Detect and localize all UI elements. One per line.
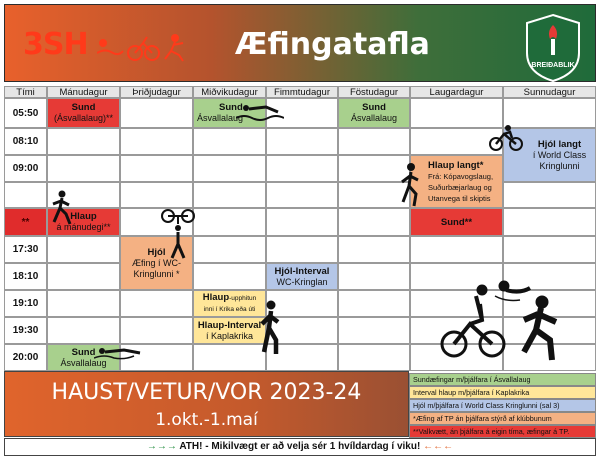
cyclist-carrying-bike-icon xyxy=(160,206,196,260)
event-mon-swim-morning[interactable] xyxy=(47,98,120,128)
event-wed-run-interval[interactable] xyxy=(193,317,266,344)
column-header-wednesday: Miðvikudagur xyxy=(193,86,266,98)
runner-icon xyxy=(50,190,72,226)
event-title: Hjól xyxy=(147,246,166,258)
event-title: Sund xyxy=(71,102,96,113)
event-location: Ásvallalaug xyxy=(60,357,107,368)
grid-cell xyxy=(193,344,266,371)
column-header-tuesday: Þriðjudagur xyxy=(120,86,193,98)
grid-cell xyxy=(266,155,338,182)
event-title: Sund xyxy=(362,102,386,113)
event-title-suffix: -upphitun xyxy=(229,295,257,302)
grid-cell xyxy=(193,128,266,155)
brand-logo: 3SH xyxy=(23,27,88,62)
event-location: WC-Kringlan xyxy=(276,276,328,287)
event-location: Suðurbæjarlaug og xyxy=(428,182,492,192)
event-title: Hlaup langt* xyxy=(428,159,484,171)
grid-cell xyxy=(47,128,120,155)
grid-cell xyxy=(120,155,193,182)
arrows-right-icon: →→→ xyxy=(146,441,177,452)
grid-cell xyxy=(266,208,338,236)
time-1910: 19:10 xyxy=(4,290,47,317)
event-thu-bike-interval[interactable] xyxy=(266,263,338,290)
column-header-saturday: Laugardagur xyxy=(410,86,503,98)
event-title: Hjól-Interval xyxy=(274,265,330,277)
column-header-time: Tími xyxy=(4,86,47,98)
svg-text:BREIÐABLIK: BREIÐABLIK xyxy=(531,62,575,69)
event-fri-swim-morning[interactable] xyxy=(338,98,410,128)
grid-cell xyxy=(338,236,410,263)
runner-icon xyxy=(400,162,420,208)
swimmer-icon xyxy=(236,100,284,124)
grid-cell xyxy=(338,344,410,371)
grid-cell xyxy=(120,317,193,344)
grid-cell xyxy=(193,182,266,208)
time-1730: 17:30 xyxy=(4,236,47,263)
event-title: Hlaup xyxy=(202,292,230,303)
time-1930: 19:30 xyxy=(4,317,47,344)
season-title: HAUST/VETUR/VOR 2023-24 xyxy=(51,380,362,405)
grid-cell xyxy=(120,290,193,317)
grid-cell xyxy=(338,128,410,155)
club-logo xyxy=(523,13,583,83)
time-0900: 09:00 xyxy=(4,155,47,182)
time-2000: 20:00 xyxy=(4,344,47,371)
event-location: Æfing í WC- xyxy=(131,257,181,268)
legend-run-interval: Interval hlaup m/þjálfara í Kaplakrika xyxy=(409,386,596,399)
event-sat-long-run[interactable] xyxy=(410,155,503,208)
event-sat-swim-optional[interactable] xyxy=(410,208,503,236)
cyclist-icon xyxy=(488,124,524,152)
grid-cell xyxy=(193,263,266,290)
notice-text: ATH! - Mikilvægt er að velja sér 1 hvíldardag í viku! xyxy=(179,441,421,452)
arrows-left-icon: ←←← xyxy=(423,441,454,452)
grid-cell xyxy=(193,208,266,236)
event-title: Sund** xyxy=(440,216,473,228)
grid-cell xyxy=(266,182,338,208)
event-title: Sund xyxy=(219,102,243,113)
triathlon-icons xyxy=(97,33,192,63)
time-blank xyxy=(4,182,47,208)
event-location: Kringlunni * xyxy=(133,268,180,279)
event-location: inni í Krika eða úti xyxy=(203,306,256,313)
runner-icon xyxy=(258,300,282,356)
event-location: Utanvega til skiptis xyxy=(428,193,491,203)
grid-cell xyxy=(410,236,503,263)
grid-cell xyxy=(47,155,120,182)
legend-optional: **Valkvætt, án þjálfara á eigin tíma, æfingar á TP. xyxy=(409,425,596,438)
event-title: Hlaup xyxy=(70,211,97,222)
grid-cell xyxy=(47,263,120,290)
column-header-thursday: Fimmtudagur xyxy=(266,86,338,98)
time-1810: 18:10 xyxy=(4,263,47,290)
event-title-line xyxy=(203,292,257,304)
grid-cell xyxy=(503,236,596,263)
event-location: Kringlunni xyxy=(539,160,580,171)
column-header-friday: Föstudagur xyxy=(338,86,410,98)
grid-cell xyxy=(120,98,193,128)
event-location: Frá: Kópavogslaug, xyxy=(428,171,494,181)
event-title: Sund xyxy=(71,346,96,358)
event-title: Hjól langt xyxy=(537,138,582,150)
grid-cell xyxy=(338,263,410,290)
grid-cell xyxy=(338,290,410,317)
page-title: Æfingatafla xyxy=(235,27,430,62)
grid-cell xyxy=(503,182,596,208)
grid-cell xyxy=(120,182,193,208)
event-title: Hlaup-Interval xyxy=(197,319,262,331)
grid-cell xyxy=(338,208,410,236)
legend-tp-no-coach: *Æfing af TP án þjálfara stýrð af klúbbunum xyxy=(409,412,596,425)
time-0550: 05:50 xyxy=(4,98,47,128)
grid-cell xyxy=(338,317,410,344)
grid-cell xyxy=(47,317,120,344)
grid-cell xyxy=(120,128,193,155)
grid-cell xyxy=(266,128,338,155)
event-wed-warmup-run[interactable] xyxy=(193,290,266,317)
legend-swim: Sundæfingar m/þjálfara í Ásvallalaug xyxy=(409,373,596,386)
grid-cell xyxy=(47,236,120,263)
time-optional: ** xyxy=(4,208,47,236)
triathlon-illustration xyxy=(440,280,570,362)
time-0810: 08:10 xyxy=(4,128,47,155)
header-banner xyxy=(4,4,596,82)
legend-bike: Hjól m/þjálfara í World Class Kringlunni (sal 3) xyxy=(409,399,596,412)
season-banner xyxy=(4,371,409,437)
event-location: í World Class xyxy=(532,149,587,160)
grid-cell xyxy=(193,155,266,182)
rest-day-notice xyxy=(4,438,596,456)
event-location: Ásvallalaug xyxy=(350,113,398,123)
grid-cell xyxy=(503,208,596,236)
grid-cell xyxy=(266,236,338,263)
event-location: (Ásvallalaug)** xyxy=(53,113,114,123)
swimmer-icon xyxy=(94,344,144,360)
grid-cell xyxy=(47,290,120,317)
event-location: Ásvallalaug xyxy=(197,113,244,123)
column-header-monday: Mánudagur xyxy=(47,86,120,98)
column-header-sunday: Sunnudagur xyxy=(503,86,596,98)
grid-cell xyxy=(193,236,266,263)
season-dates: 1.okt.-1.maí xyxy=(155,410,258,430)
event-location: á mánudegi** xyxy=(56,222,111,232)
event-location: í Kaplakrika xyxy=(205,330,254,341)
